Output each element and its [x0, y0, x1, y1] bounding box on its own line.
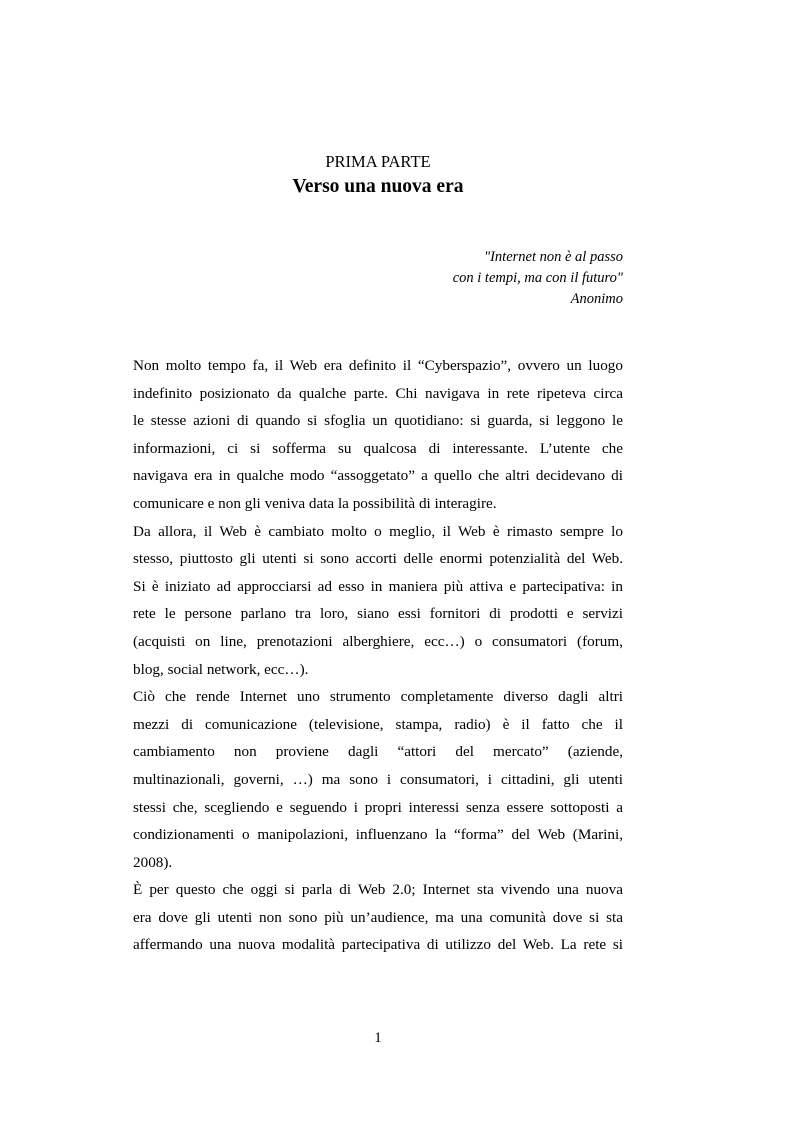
text-line: multinazionali, governi, …) ma sono i consumatori, i cittadini, gli utenti [133, 770, 623, 788]
text-line: Da allora, il Web è cambiato molto o meglio, il Web è rimasto sempre lo [133, 522, 623, 540]
epigraph [453, 247, 623, 310]
part-label: PRIMA PARTE [325, 152, 431, 171]
text-line: mezzi di comunicazione (televisione, stampa, radio) è il fatto che il [133, 715, 623, 733]
text-line: Non molto tempo fa, il Web era definito il “Cyberspazio”, ovvero un luogo [133, 357, 623, 374]
part-title: Verso una nuova era [292, 176, 464, 197]
text-line: cambiamento non proviene dagli “attori del mercato” (aziende, [133, 743, 623, 761]
text-line: informazioni, ci si sofferma su qualcosa di interessante. L’utente che [133, 439, 623, 457]
text-line: stessi che, scegliendo e seguendo i propri interessi senza essere sottoposti a [133, 798, 623, 816]
epigraph-line: con i tempi, ma con il futuro" [452, 270, 623, 286]
text-line: affermando una nuova modalità partecipativa di utilizzo del Web. La rete si [133, 936, 623, 954]
text-line: condizionamenti o manipolazioni, influenzano la “forma” del Web (Marini, [133, 826, 623, 844]
paragraph [133, 518, 623, 684]
text-line: rete le persone parlano tra loro, siano essi fornitori di prodotti e servizi [133, 605, 623, 623]
body-text [133, 352, 623, 959]
text-line: Ciò che rende Internet uno strumento completamente diverso dagli altri [133, 688, 623, 706]
text-line: È per questo che oggi si parla di Web 2.0; Internet sta vivendo una nuova [133, 881, 623, 899]
epigraph-attribution: Anonimo [570, 291, 623, 307]
text-line: Si è iniziato ad approcciarsi ad esso in maniera più attiva e partecipativa: in [133, 577, 623, 595]
text-line: le stesse azioni di quando si sfoglia un quotidiano: si guarda, si leggono le [133, 412, 623, 430]
paragraph [133, 683, 623, 876]
text-line: stesso, piuttosto gli utenti si sono accorti delle enormi potenzialità del Web. [133, 550, 623, 568]
paragraph [133, 876, 623, 959]
epigraph-line: "Internet non è al passo [484, 249, 623, 265]
text-line: (acquisti on line, prenotazioni alberghiere, ecc…) o consumatori (forum, [133, 632, 623, 650]
text-line: navigava era in qualche modo “assoggetato” a quello che altri decidevano di [133, 467, 623, 485]
text-line: era dove gli utenti non sono più un’audience, ma una comunità dove si sta [133, 908, 623, 926]
text-line: blog, social network, ecc…). [133, 660, 309, 678]
text-line: 2008). [133, 853, 173, 871]
text-line: indefinito posizionato da qualche parte. Chi navigava in rete ripeteva circa [133, 384, 623, 402]
text-line: comunicare e non gli veniva data la possibilità di interagire. [133, 494, 497, 512]
paragraph [133, 352, 623, 518]
page-number: 1 [374, 1030, 382, 1046]
